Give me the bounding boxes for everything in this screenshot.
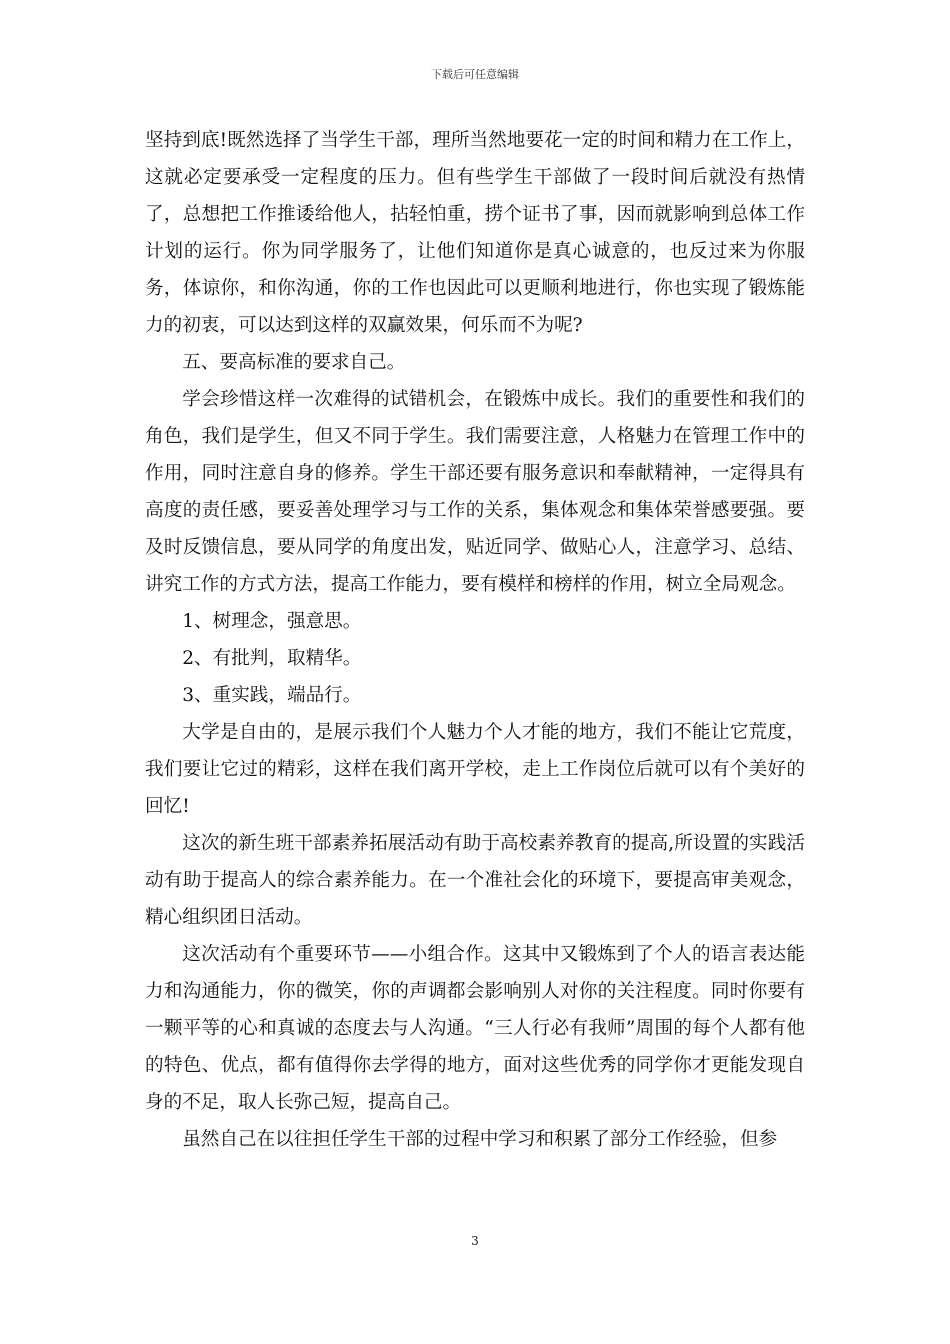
page-number: 3: [471, 1234, 479, 1248]
paragraph-2: 学会珍惜这样一次难得的试错机会，在锻炼中成长。我们的重要性和我们的角色，我们是学生，但又不同于学生。我们需要注意，人格魅力在管理工作中的作用，同时注意自身的修养。学生干部还要有服务意识和奉献精神，一定得具有高度的责任感，要妥善处理学习与工作的关系，集体观念和集体荣誉感要强。要及时反馈信息，要从同学的角度出发，贴近同学、做贴心人，注意学习、总结、讲究工作的方式方法，提高工作能力，要有模样和榜样的作用，树立全局观念。: [145, 389, 805, 595]
page-header: 下载后可任意编辑: [431, 68, 519, 81]
list-item-1: 1、树理念，强意思。: [182, 611, 362, 632]
list-item-3: 3、重实践，端品行。: [182, 685, 362, 706]
paragraph-6: 虽然自己在以往担任学生干部的过程中学习和积累了部分工作经验，但参: [182, 1129, 778, 1150]
document-body: [145, 122, 805, 1158]
section-heading-5: 五、要高标准的要求自己。: [182, 352, 406, 373]
paragraph-5: 这次活动有个重要环节——小组合作。这其中又锻炼到了个人的语言表达能力和沟通能力，你的微笑，你的声调都会影响别人对你的关注程度。同时你要有一颗平等的心和真诚的态度去与人沟通。“三人行必有我师”周围的每个人都有他的特色、优点，都有值得你去学得的地方，面对这些优秀的同学你才更能发现自身的不足，取人长弥己短，提高自己。: [145, 944, 805, 1113]
paragraph-4: 这次的新生班干部素养拓展活动有助于高校素养教育的提高,所设置的实践活动有助于提高人的综合素养能力。在一个准社会化的环境下，要提高审美观念，精心组织团日活动。: [145, 833, 805, 928]
list-item-2: 2、有批判，取精华。: [182, 648, 362, 669]
paragraph-3: 大学是自由的，是展示我们个人魅力个人才能的地方，我们不能让它荒度，我们要让它过的精彩，这样在我们离开学校，走上工作岗位后就可以有个美好的回忆!: [145, 722, 805, 817]
paragraph-1: 坚持到底!既然选择了当学生干部，理所当然地要花一定的时间和精力在工作上，这就必定要承受一定程度的压力。但有些学生干部做了一段时间后就没有热情了，总想把工作推诿给他人，拈轻怕重，捞个证书了事，因而就影响到总体工作计划的运行。你为同学服务了，让他们知道你是真心诚意的，也反过来为你服务，体谅你，和你沟通，你的工作也因此可以更顺利地进行，你也实现了锻炼能力的初衷，可以达到这样的双赢效果，何乐而不为呢?: [145, 130, 805, 336]
